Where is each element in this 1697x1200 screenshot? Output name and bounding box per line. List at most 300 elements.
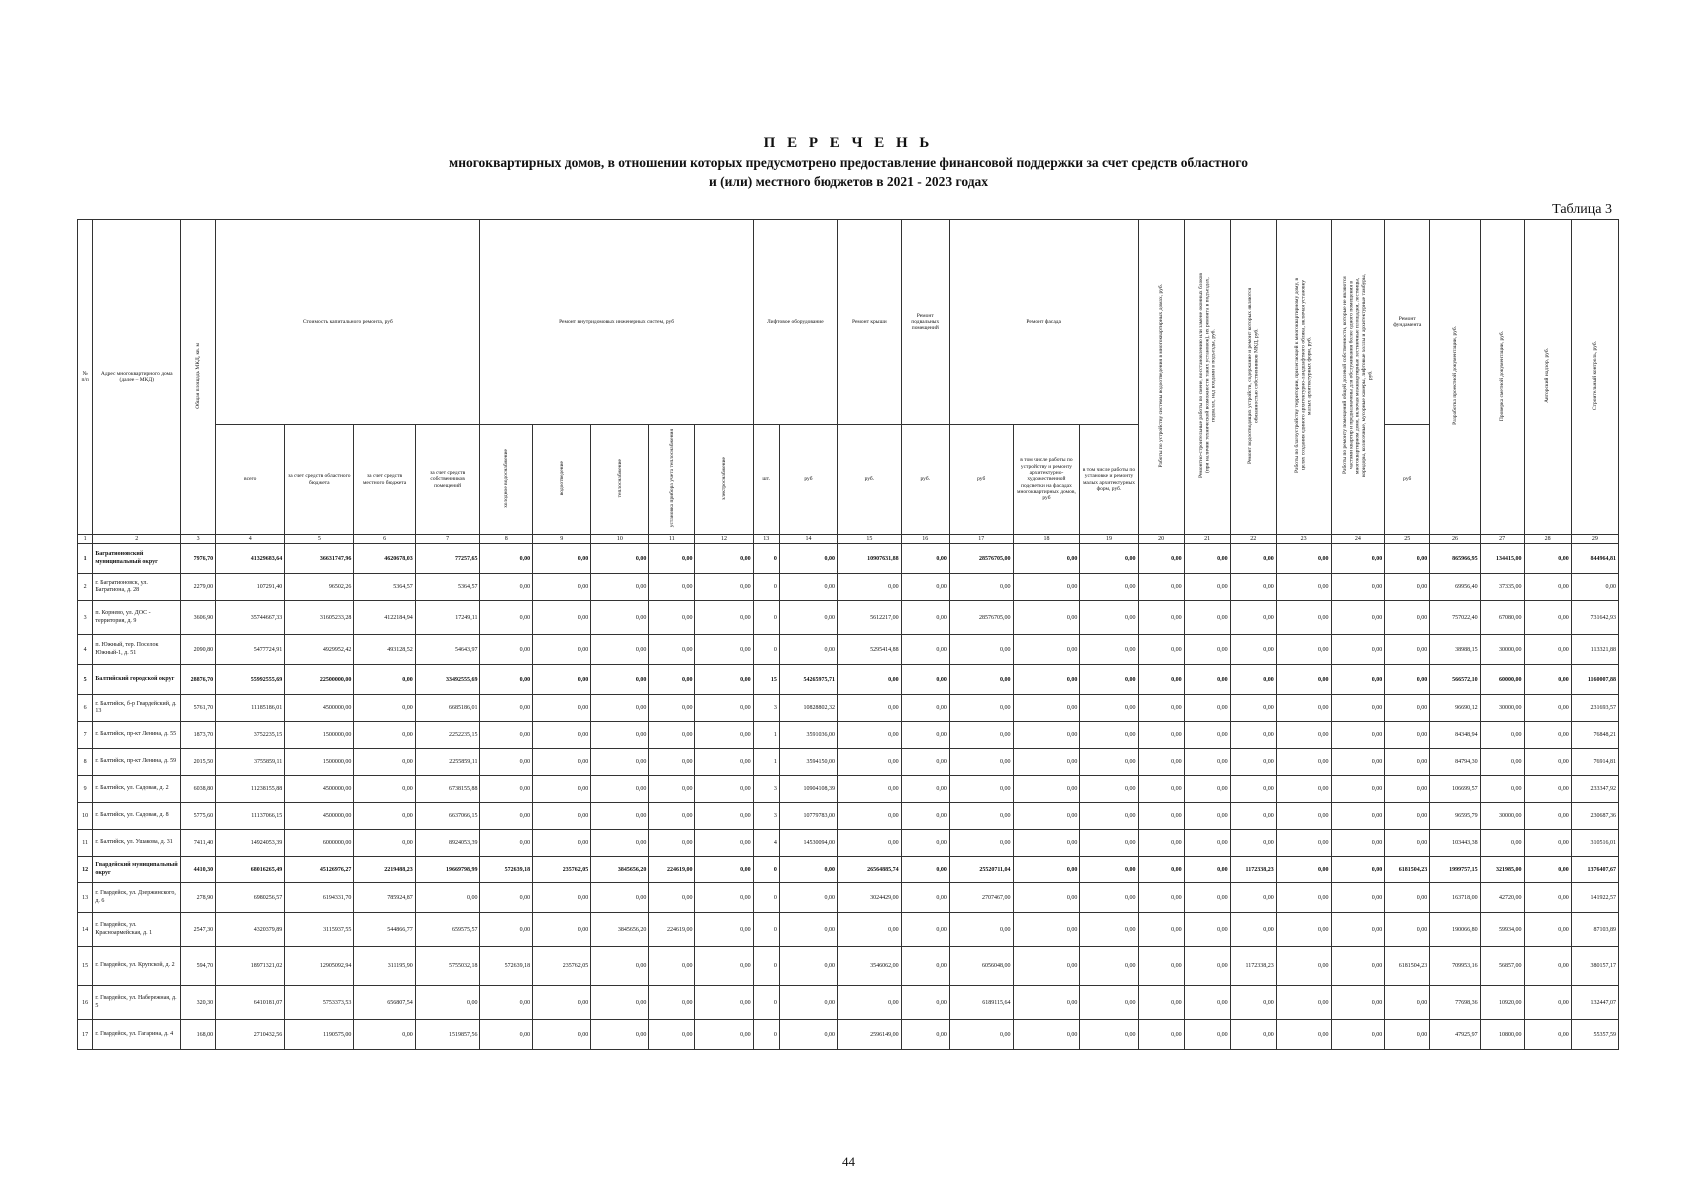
cell-value: 0,00 bbox=[1385, 665, 1430, 695]
column-index: 15 bbox=[838, 535, 902, 544]
cell-value: 0,00 bbox=[1480, 830, 1524, 857]
cell-value: 0,00 bbox=[1331, 857, 1385, 883]
cell-value: 10904108,39 bbox=[779, 776, 837, 803]
row-address: г. Балтийск, ул. Садовая, д. 8 bbox=[93, 803, 181, 830]
cell-value: 0,00 bbox=[1385, 776, 1430, 803]
row-number: 7 bbox=[78, 722, 93, 749]
cell-value: 0,00 bbox=[901, 695, 949, 722]
cell-value: 0,00 bbox=[533, 695, 591, 722]
cell-value: 0,00 bbox=[354, 830, 415, 857]
cell-value: 278,90 bbox=[181, 883, 216, 913]
cell-value: 0,00 bbox=[1080, 695, 1138, 722]
header-c22 bbox=[1230, 220, 1276, 535]
cell-value: 96690,12 bbox=[1430, 695, 1480, 722]
cell-value: 0,00 bbox=[1230, 830, 1276, 857]
cell-value: 0,00 bbox=[1385, 830, 1430, 857]
cell-value: 0,00 bbox=[354, 665, 415, 695]
cell-value: 38988,15 bbox=[1430, 635, 1480, 665]
cell-value: 2219488,23 bbox=[354, 857, 415, 883]
cell-value: 0,00 bbox=[1013, 913, 1080, 947]
cell-value: 0,00 bbox=[1184, 986, 1230, 1020]
cell-value: 0,00 bbox=[1524, 635, 1571, 665]
cell-value: 0,00 bbox=[779, 601, 837, 635]
cell-value: 0,00 bbox=[1230, 665, 1276, 695]
cell-value: 0,00 bbox=[649, 986, 695, 1020]
cell-value: 0,00 bbox=[591, 776, 649, 803]
document-title: П Е Р Е Ч Е Н Ь bbox=[763, 135, 934, 151]
cell-value: 6410181,07 bbox=[216, 986, 285, 1020]
cell-value: 0,00 bbox=[480, 986, 533, 1020]
cell-value: 224619,00 bbox=[649, 913, 695, 947]
cell-value: 0,00 bbox=[1385, 722, 1430, 749]
cell-value: 3606,90 bbox=[181, 601, 216, 635]
cell-value: 594,70 bbox=[181, 947, 216, 986]
cell-value: 0,00 bbox=[1524, 574, 1571, 601]
table-row bbox=[78, 601, 1619, 635]
cell-value: 0,00 bbox=[533, 635, 591, 665]
cell-value: 0,00 bbox=[1080, 947, 1138, 986]
cell-value: 0,00 bbox=[1230, 1020, 1276, 1050]
cell-value: 2547,30 bbox=[181, 913, 216, 947]
cell-value: 0,00 bbox=[533, 1020, 591, 1050]
header-c20-label: Работы по устройству системы водоотведения в многоквартирных домах, руб. bbox=[1157, 284, 1164, 468]
cell-value: 55357,59 bbox=[1571, 1020, 1618, 1050]
cell-value: 0,00 bbox=[901, 776, 949, 803]
cell-value: 0,00 bbox=[1138, 947, 1184, 986]
cell-value: 0,00 bbox=[354, 1020, 415, 1050]
cell-value: 11238155,88 bbox=[216, 776, 285, 803]
cell-value: 0,00 bbox=[838, 913, 902, 947]
cell-value: 0,00 bbox=[1184, 749, 1230, 776]
cell-value: 0,00 bbox=[1524, 776, 1571, 803]
cell-value: 113321,88 bbox=[1571, 635, 1618, 665]
cell-value: 0,00 bbox=[838, 986, 902, 1020]
table-body bbox=[78, 544, 1619, 1050]
header-c26 bbox=[1430, 220, 1480, 535]
cell-value: 0,00 bbox=[901, 947, 949, 986]
column-index: 6 bbox=[354, 535, 415, 544]
cell-value: 0,00 bbox=[1080, 601, 1138, 635]
header-facade-art: в том числе работы по устройству и ремонту архитектурно-художественной подсветки на фасадах многоквартирных домов, руб bbox=[1013, 425, 1080, 535]
cell-value: 69956,40 bbox=[1430, 574, 1480, 601]
header-num: № п/п bbox=[78, 220, 93, 535]
cell-value: 0,00 bbox=[354, 776, 415, 803]
cell-value: 0,00 bbox=[1080, 722, 1138, 749]
cell-value: 0,00 bbox=[649, 544, 695, 574]
cell-value: 54643,97 bbox=[415, 635, 480, 665]
cell-value: 0,00 bbox=[1013, 803, 1080, 830]
cell-value: 0,00 bbox=[1138, 722, 1184, 749]
cell-value: 0,00 bbox=[695, 986, 753, 1020]
table-row bbox=[78, 665, 1619, 695]
cell-value: 0,00 bbox=[949, 695, 1013, 722]
cell-value: 6000000,00 bbox=[285, 830, 354, 857]
column-index: 1 bbox=[78, 535, 93, 544]
cell-value: 0,00 bbox=[695, 830, 753, 857]
cell-value: 0,00 bbox=[1184, 722, 1230, 749]
cell-value: 0,00 bbox=[838, 665, 902, 695]
cell-value: 3115937,55 bbox=[285, 913, 354, 947]
cell-value: 0,00 bbox=[1331, 1020, 1385, 1050]
cell-value: 0,00 bbox=[949, 722, 1013, 749]
cell-value: 709953,16 bbox=[1430, 947, 1480, 986]
cell-value: 0,00 bbox=[1524, 601, 1571, 635]
cell-value: 0,00 bbox=[533, 665, 591, 695]
cell-value: 11185186,01 bbox=[216, 695, 285, 722]
cell-value: 0,00 bbox=[1138, 986, 1184, 1020]
cell-value: 0,00 bbox=[901, 883, 949, 913]
cell-value: 5761,70 bbox=[181, 695, 216, 722]
row-address: г. Гвардейск, ул. Крупской, д. 2 bbox=[93, 947, 181, 986]
cell-value: 0 bbox=[753, 601, 779, 635]
header-address: Адрес многоквартирного дома (далее – МКД) bbox=[93, 220, 181, 535]
cell-value: 0,00 bbox=[1138, 803, 1184, 830]
cell-value: 1500000,00 bbox=[285, 749, 354, 776]
cell-value: 0,00 bbox=[480, 635, 533, 665]
cell-value: 36631747,96 bbox=[285, 544, 354, 574]
cell-value: 10907631,88 bbox=[838, 544, 902, 574]
cell-value: 10779783,00 bbox=[779, 803, 837, 830]
cell-value: 6194331,70 bbox=[285, 883, 354, 913]
header-c27 bbox=[1480, 220, 1524, 535]
cell-value: 163718,00 bbox=[1430, 883, 1480, 913]
cell-value: 0,00 bbox=[1276, 665, 1331, 695]
cell-value: 0,00 bbox=[1138, 857, 1184, 883]
cell-value: 0,00 bbox=[1013, 857, 1080, 883]
cell-value: 0,00 bbox=[779, 544, 837, 574]
cell-value: 15 bbox=[753, 665, 779, 695]
cell-value: 310516,01 bbox=[1571, 830, 1618, 857]
cell-value: 0,00 bbox=[649, 574, 695, 601]
cell-value: 0,00 bbox=[649, 695, 695, 722]
cell-value: 0 bbox=[753, 574, 779, 601]
table-row bbox=[78, 913, 1619, 947]
row-address: г. Балтийск, б-р Гвардейский, д. 13 bbox=[93, 695, 181, 722]
cell-value: 0,00 bbox=[779, 635, 837, 665]
cell-value: 321985,00 bbox=[1480, 857, 1524, 883]
cell-value: 0,00 bbox=[838, 776, 902, 803]
cell-value: 0,00 bbox=[901, 830, 949, 857]
cell-value: 1500000,00 bbox=[285, 722, 354, 749]
cell-value: 3546062,00 bbox=[838, 947, 902, 986]
cell-value: 0,00 bbox=[415, 883, 480, 913]
cell-value: 231693,57 bbox=[1571, 695, 1618, 722]
table-row bbox=[78, 695, 1619, 722]
table-row bbox=[78, 544, 1619, 574]
cell-value: 2596149,00 bbox=[838, 1020, 902, 1050]
cell-value: 0,00 bbox=[480, 665, 533, 695]
cell-value: 25520711,04 bbox=[949, 857, 1013, 883]
cell-value: 0,00 bbox=[1080, 1020, 1138, 1050]
cell-value: 0,00 bbox=[1230, 574, 1276, 601]
cell-value: 0,00 bbox=[591, 883, 649, 913]
row-number: 6 bbox=[78, 695, 93, 722]
cell-value: 45126976,27 bbox=[285, 857, 354, 883]
column-index: 22 bbox=[1230, 535, 1276, 544]
cell-value: 6738155,88 bbox=[415, 776, 480, 803]
header-internal-group: Ремонт внутридомовых инженерных систем, руб bbox=[480, 220, 753, 425]
cell-value: 0,00 bbox=[1080, 986, 1138, 1020]
cell-value: 0,00 bbox=[901, 1020, 949, 1050]
cell-value: 656807,54 bbox=[354, 986, 415, 1020]
cell-value: 0,00 bbox=[901, 601, 949, 635]
column-index: 23 bbox=[1276, 535, 1331, 544]
column-index: 19 bbox=[1080, 535, 1138, 544]
cell-value: 0,00 bbox=[533, 574, 591, 601]
cell-value: 0,00 bbox=[1138, 913, 1184, 947]
row-number: 10 bbox=[78, 803, 93, 830]
header-c28-label: Авторский надзор, руб. bbox=[1544, 348, 1551, 404]
cell-value: 0,00 bbox=[949, 913, 1013, 947]
cell-value: 0,00 bbox=[1276, 986, 1331, 1020]
header-c29-label: Строительный контроль, руб. bbox=[1591, 341, 1598, 411]
cell-value: 87103,89 bbox=[1571, 913, 1618, 947]
cell-value: 0,00 bbox=[1080, 635, 1138, 665]
cell-value: 6189115,64 bbox=[949, 986, 1013, 1020]
cell-value: 0,00 bbox=[591, 601, 649, 635]
cell-value: 0,00 bbox=[1524, 1020, 1571, 1050]
cell-value: 0,00 bbox=[1080, 857, 1138, 883]
cell-value: 0,00 bbox=[1080, 544, 1138, 574]
cell-value: 30000,00 bbox=[1480, 635, 1524, 665]
cell-value: 8924053,39 bbox=[415, 830, 480, 857]
cell-value: 0,00 bbox=[838, 749, 902, 776]
cell-value: 0,00 bbox=[1184, 574, 1230, 601]
cell-value: 0,00 bbox=[1385, 749, 1430, 776]
cell-value: 230687,36 bbox=[1571, 803, 1618, 830]
cell-value: 0,00 bbox=[1385, 574, 1430, 601]
cell-value: 0 bbox=[753, 947, 779, 986]
cell-value: 14924053,39 bbox=[216, 830, 285, 857]
cell-value: 0,00 bbox=[949, 1020, 1013, 1050]
cell-value: 4410,30 bbox=[181, 857, 216, 883]
cell-value: 572639,18 bbox=[480, 857, 533, 883]
cell-value: 0,00 bbox=[1385, 601, 1430, 635]
header-electric bbox=[695, 425, 753, 535]
header-roof: Ремонт крыши bbox=[838, 220, 902, 425]
row-number: 9 bbox=[78, 776, 93, 803]
column-index: 18 bbox=[1013, 535, 1080, 544]
cell-value: 0,00 bbox=[649, 601, 695, 635]
cell-value: 0,00 bbox=[1013, 749, 1080, 776]
cell-value: 0,00 bbox=[1331, 913, 1385, 947]
column-index-row bbox=[78, 535, 1619, 544]
column-index: 24 bbox=[1331, 535, 1385, 544]
row-address: г. Гвардейск, ул. Гагарина, д. 4 bbox=[93, 1020, 181, 1050]
column-index: 16 bbox=[901, 535, 949, 544]
cell-value: 84348,94 bbox=[1430, 722, 1480, 749]
cell-value: 4500000,00 bbox=[285, 695, 354, 722]
cell-value: 5364,57 bbox=[354, 574, 415, 601]
cell-value: 0,00 bbox=[949, 803, 1013, 830]
cell-value: 0,00 bbox=[591, 544, 649, 574]
header-c20 bbox=[1138, 220, 1184, 535]
cell-value: 0,00 bbox=[480, 1020, 533, 1050]
column-index: 12 bbox=[695, 535, 753, 544]
cell-value: 0,00 bbox=[1524, 883, 1571, 913]
cell-value: 0,00 bbox=[1230, 695, 1276, 722]
cell-value: 0,00 bbox=[695, 544, 753, 574]
cell-value: 0,00 bbox=[415, 986, 480, 1020]
cell-value: 731642,93 bbox=[1571, 601, 1618, 635]
cell-value: 6056048,00 bbox=[949, 947, 1013, 986]
cell-value: 0,00 bbox=[591, 830, 649, 857]
table-row bbox=[78, 722, 1619, 749]
cell-value: 0 bbox=[753, 1020, 779, 1050]
column-index: 5 bbox=[285, 535, 354, 544]
cell-value: 6181504,23 bbox=[1385, 857, 1430, 883]
cell-value: 0 bbox=[753, 883, 779, 913]
cell-value: 0 bbox=[753, 986, 779, 1020]
column-index: 29 bbox=[1571, 535, 1618, 544]
cell-value: 0,00 bbox=[1385, 1020, 1430, 1050]
cell-value: 235762,05 bbox=[533, 947, 591, 986]
cell-value: 0,00 bbox=[1524, 544, 1571, 574]
cell-value: 0,00 bbox=[901, 635, 949, 665]
cell-value: 0,00 bbox=[1331, 635, 1385, 665]
cell-value: 0,00 bbox=[649, 635, 695, 665]
cell-value: 0,00 bbox=[649, 803, 695, 830]
cell-value: 0,00 bbox=[1276, 749, 1331, 776]
cell-value: 76914,81 bbox=[1571, 749, 1618, 776]
cell-value: 3591036,00 bbox=[779, 722, 837, 749]
row-address: Багратионовский муниципальный округ bbox=[93, 544, 181, 574]
cell-value: 6980256,57 bbox=[216, 883, 285, 913]
cell-value: 3752235,15 bbox=[216, 722, 285, 749]
cell-value: 0,00 bbox=[695, 883, 753, 913]
cell-value: 0,00 bbox=[1138, 883, 1184, 913]
cell-value: 4500000,00 bbox=[285, 803, 354, 830]
cell-value: 0,00 bbox=[533, 913, 591, 947]
cell-value: 55992555,69 bbox=[216, 665, 285, 695]
cell-value: 0,00 bbox=[1184, 947, 1230, 986]
cell-value: 42720,00 bbox=[1480, 883, 1524, 913]
header-owners: за счет средств собственников помещений bbox=[415, 425, 480, 535]
header-foundation-rub: руб bbox=[1385, 425, 1430, 535]
cell-value: 3845656,20 bbox=[591, 913, 649, 947]
header-heating bbox=[591, 425, 649, 535]
cell-value: 0,00 bbox=[838, 574, 902, 601]
cell-value: 2015,50 bbox=[181, 749, 216, 776]
cell-value: 47925,97 bbox=[1430, 1020, 1480, 1050]
table-row bbox=[78, 830, 1619, 857]
cell-value: 18971321,02 bbox=[216, 947, 285, 986]
cell-value: 77257,65 bbox=[415, 544, 480, 574]
cell-value: 0,00 bbox=[838, 695, 902, 722]
cell-value: 0,00 bbox=[1331, 776, 1385, 803]
cell-value: 10828802,32 bbox=[779, 695, 837, 722]
cell-value: 0,00 bbox=[1331, 665, 1385, 695]
cell-value: 0,00 bbox=[1230, 601, 1276, 635]
cell-value: 659575,57 bbox=[415, 913, 480, 947]
cell-value: 0,00 bbox=[591, 635, 649, 665]
cell-value: 0,00 bbox=[1524, 986, 1571, 1020]
header-local: за счет средств местного бюджета bbox=[354, 425, 415, 535]
cell-value: 0,00 bbox=[1385, 544, 1430, 574]
cell-value: 0,00 bbox=[695, 665, 753, 695]
column-index: 17 bbox=[949, 535, 1013, 544]
cell-value: 0,00 bbox=[1080, 574, 1138, 601]
cell-value: 10920,00 bbox=[1480, 986, 1524, 1020]
cell-value: 3845656,20 bbox=[591, 857, 649, 883]
column-index: 7 bbox=[415, 535, 480, 544]
header-c23 bbox=[1276, 220, 1331, 535]
cell-value: 0,00 bbox=[1013, 635, 1080, 665]
cell-value: 17249,11 bbox=[415, 601, 480, 635]
cell-value: 0,00 bbox=[1080, 830, 1138, 857]
header-lift-rub: руб bbox=[779, 425, 837, 535]
row-address: г. Гвардейск, ул. Красноармейская, д. 1 bbox=[93, 913, 181, 947]
cell-value: 5755032,18 bbox=[415, 947, 480, 986]
cell-value: 311195,90 bbox=[354, 947, 415, 986]
cell-value: 0,00 bbox=[838, 830, 902, 857]
cell-value: 0,00 bbox=[1276, 722, 1331, 749]
cell-value: 0,00 bbox=[901, 913, 949, 947]
cell-value: 0,00 bbox=[591, 986, 649, 1020]
cell-value: 4929952,42 bbox=[285, 635, 354, 665]
row-number: 17 bbox=[78, 1020, 93, 1050]
cell-value: 4320379,89 bbox=[216, 913, 285, 947]
page-number: 44 bbox=[842, 1154, 855, 1169]
cell-value: 0,00 bbox=[649, 830, 695, 857]
cell-value: 0,00 bbox=[1331, 695, 1385, 722]
header-c22-label: Ремонт водоотводящих устройств, содержание и ремонт которых являются обязанностью собственников МКД, руб. bbox=[1246, 287, 1260, 464]
table-row bbox=[78, 986, 1619, 1020]
row-address: г. Балтийск, пр-кт Ленина, д. 59 bbox=[93, 749, 181, 776]
cell-value: 0,00 bbox=[901, 722, 949, 749]
cell-value: 28576705,00 bbox=[949, 601, 1013, 635]
cell-value: 0,00 bbox=[1331, 601, 1385, 635]
cell-value: 0,00 bbox=[1276, 695, 1331, 722]
cell-value: 0,00 bbox=[1138, 665, 1184, 695]
cell-value: 235762,05 bbox=[533, 857, 591, 883]
cell-value: 0,00 bbox=[695, 574, 753, 601]
cell-value: 37335,00 bbox=[1480, 574, 1524, 601]
header-cold-water-label: холодное водоснабжение bbox=[503, 448, 510, 508]
cell-value: 0,00 bbox=[1524, 830, 1571, 857]
cell-value: 0,00 bbox=[1331, 722, 1385, 749]
cell-value: 0,00 bbox=[533, 601, 591, 635]
cell-value: 0,00 bbox=[1138, 749, 1184, 776]
cell-value: 0,00 bbox=[695, 776, 753, 803]
row-number: 5 bbox=[78, 665, 93, 695]
cell-value: 6685186,01 bbox=[415, 695, 480, 722]
cell-value: 0,00 bbox=[901, 574, 949, 601]
table-row bbox=[78, 883, 1619, 913]
cell-value: 0,00 bbox=[1385, 635, 1430, 665]
cell-value: 0,00 bbox=[591, 1020, 649, 1050]
header-c21-label: Ремонтно-строительные работы по смене, восстановлению или замене оконных блоков (при наличии технической возможности таких установок), их ремонта в подъездах, подвалах, над входами в подъезды, руб. bbox=[1197, 273, 1217, 479]
row-number: 13 bbox=[78, 883, 93, 913]
header-cost-group: Стоимость капитального ремонта, руб bbox=[216, 220, 480, 425]
cell-value: 0 bbox=[753, 635, 779, 665]
table-row bbox=[78, 776, 1619, 803]
cell-value: 0,00 bbox=[1013, 574, 1080, 601]
cell-value: 0,00 bbox=[1013, 947, 1080, 986]
cell-value: 0,00 bbox=[480, 695, 533, 722]
row-number: 3 bbox=[78, 601, 93, 635]
cell-value: 4500000,00 bbox=[285, 776, 354, 803]
cell-value: 0,00 bbox=[1331, 574, 1385, 601]
cell-value: 19669798,99 bbox=[415, 857, 480, 883]
cell-value: 103443,38 bbox=[1430, 830, 1480, 857]
cell-value: 1999757,15 bbox=[1430, 857, 1480, 883]
cell-value: 134415,00 bbox=[1480, 544, 1524, 574]
cell-value: 12905092,94 bbox=[285, 947, 354, 986]
header-facade-rub: руб bbox=[949, 425, 1013, 535]
cell-value: 0,00 bbox=[1524, 749, 1571, 776]
cell-value: 0,00 bbox=[1385, 986, 1430, 1020]
